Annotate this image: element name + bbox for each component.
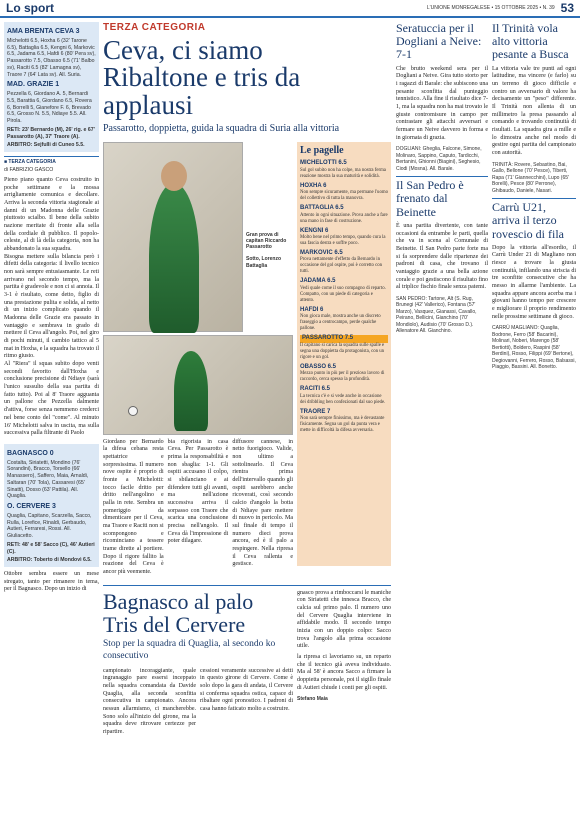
headline-dogliani: Seratuccia per il Dogliani a Neive: 7-1 (396, 22, 482, 62)
player-rating (300, 307, 388, 332)
article-text: cessioni veramente successive ai detti in questo girone di Cervere. Come è solo dopo la gara di andata, il Cervere si conferma squadra ostica, capace di ribaltare ogni pronostico. I padroni di casa hanno faticato molto a costruire. (200, 667, 293, 712)
team-lineup: SAN PEDRO: Tartone, Alt (S. Rug, Brunegi (42' Vallerico), Fontana (57' Marzo), Vasquez, Gianassi, Cavallo, Peirano, Bellicini, Gianchino (70' Mondiolo), Audisio (70' Grosso D.). Allenatore All. Gianchino. (396, 295, 477, 335)
article-text: Giordano per Bernardo la difesa cebana resta spettatrice e sorpresissima. Il numero nove ospite è proprio di fronte a Michelotti: tocco facile dritto per dritto nell'angolino e palla in rete. Sembra un pomeriggio da dimenticare per il Ceva, ma Traore e Raciti non si scompongono e ricominciano a tessere trame dirette al portiere. Dopo il rigore fallito la reazione del Ceva è ancor più veemente. (103, 438, 164, 576)
match-box-ceva (4, 22, 99, 152)
player-figure (149, 183, 199, 333)
player-head (161, 161, 187, 191)
rating-text: Non sarà sempre finissimo, ma è devastante fisicamente. Segna un gol da punta vera e mette in difficoltà la difesa avversaria. (300, 416, 385, 434)
photo-caption-box (246, 142, 292, 332)
rating-text: Attento in ogni situazione. Prova anche a fare una mano in fase di costruzione. (300, 212, 388, 224)
headline-trinita: Il Trinità vola alto vittoria pesante a Busca (492, 22, 569, 62)
team-name: AMA BRENTA CEVA 3 (7, 28, 80, 35)
article-text: Al "Riera" il squas subito dopo venti secondi favorito dall'Hoxha e conclusione precisione di Ndiaye (sarà l'unico sussulto della sua partita di fatto tutto). Poi al 8' Traore agguanta un pallone che Pezzella dalmente d'attiva, forse senza nemmeno crederci nel bene conto del "come". Al minuto 16' Michelotti salva in uscita, ma sulla successiva palla filtrante di Paolo (4, 361, 99, 437)
author-name: Stefano Maia (297, 696, 328, 703)
rating-text: Prova nettamente d'effetto da Bernardo in occasione del gol ospite, poi è corretto con tutti. (300, 257, 383, 275)
rating-name: MICHELOTTI 6.5 (300, 160, 347, 167)
team-lineup: Costalta, Siriatetti, Mondino (76' Sorandini), Bracco, Torsello (66' Manassero), Saffero, Maia, Arnaldi, Saltaran (70' Tola), Cassaresi (65' Sinatti), Dosso (63' Pattila). All. Quaglia. (7, 459, 89, 500)
player-figure (174, 351, 208, 431)
team-name: BAGNASCO 0 (7, 449, 54, 457)
photo-passarotto (103, 142, 243, 332)
rating-name: BATTAGLIA 6.5 (300, 205, 344, 212)
team-lineup: Michelotti 6.5, Hoxha 6 (32' Tarone 6.5), Battaglia 6.5, Kengni 6, Markovic 6.5, Jadama 6.5, Hafdi 6 (80' Pera sv), Passarotto 7.5, Obasso 6.5 (71' Balbo sv), Raciti 6.5 (82' Lamagna sv), Traore 7 (64' Lata sv). All. Suria. (7, 37, 96, 78)
article-text: Ottobre sembra essere un mese stregato, tanto per rimanere in tema, per il Bagnasco. Dopo un inizio di (4, 571, 99, 593)
column-three (396, 22, 488, 830)
column-four (492, 22, 576, 830)
player-rating (300, 278, 388, 303)
rating-text: Molto bene nel primo tempo, quando cura la sua fascia destra e soffre poco. (300, 235, 386, 246)
article-text: Dopo la vittoria all'esordio, il Carrù Under 21 di Magliano non riesce a trovare la giusta continuità, infilando una striscia di tre sconfitte consecutive che ha messo in allarme l'ambiente. La squadra appare ancora acerba ma i giovani hanno tempo per crescere e migliorare il proprio rendimento nelle prossime settimane di gioco. (492, 244, 576, 320)
photo-row (103, 142, 293, 332)
team-lineup: Pezzella 6, Giordano A. 5, Bernardi 5.5, Barattia 6, Giordano 6.5, Rovera 6, Borrelli 5, Gianefore F. 6, Brevado 6.5, Grosso N. 5.5, Ndiaye 5.5. All. Pirola. (7, 91, 92, 124)
article-text: Pieno piano quanto Ceva costruito in poche settimane e la mossa arrigliamente comunica e decollare. Arriva la seconda vittoria stagionale ai danni di un Madonna delle Grazie piuttosto scialbo. Il bene della subito nazione meritate di fronte alla sella della cordiale di pubblico. Il popolo-celeste, al di là della categoria, non ha abbandonato la sua squadra. (4, 177, 99, 253)
header-right (427, 1, 574, 16)
team-lineup: CARRÙ MAGLIANO: Quaglia, Bodrone, Ferro (58' Bacarini), Molinari, Noberi, Marengo (58' Bertiotti), Boldero, Raspini (58' Berdini), Rosso, Filippi (69' Bertone), Degiovanni, Ferrero, Rosso, Balsassi, Piaggio, Bassini. All. Bonetto. (492, 325, 576, 371)
ball-icon (128, 406, 138, 416)
divider (492, 198, 576, 199)
section-title: Lo sport (6, 0, 54, 15)
team-name: O. CERVERE 3 (7, 503, 56, 511)
byline: di FABRIZIO GASCO (4, 167, 54, 174)
photo-caption: Sotto, Lorenzo Battaglia (246, 256, 281, 269)
rating-name: RACITI 6.5 (300, 386, 331, 393)
headline-line: Ceva, ci siamo (103, 34, 263, 65)
headline-carru: Carrù U21, arriva il terzo rovescio di fila (492, 200, 564, 241)
rating-name: KENGNI 6 (300, 227, 329, 234)
article-text-row (103, 668, 293, 737)
player-rating (300, 386, 388, 405)
team-lineup: DOGLIANI: Gheglia, Falcone, Simone, Molinaro, Sappino, Caputo, Tardicchi, Bertanini, Ghionni (Biagini), Seghesio, Ciodi (Mosna). All. Barale. (396, 146, 482, 172)
photo-caption: Gran prova di capitan Riccardo Passarotto (246, 231, 287, 251)
article-body (103, 142, 391, 577)
ratings-title: Le pagelle (300, 144, 344, 156)
headline-line: Bagnasco al palo (103, 588, 254, 614)
divider (396, 176, 488, 177)
headline-line: Ribaltone e tris da applausi (103, 62, 301, 120)
rating-name: MARKOVIC 6.5 (300, 249, 343, 256)
second-article-main (103, 590, 293, 737)
team-lineup: TRINITÀ: Rovere, Sebastino, Bai, Gallo, Bellone (70' Pesce), Tiberti, Rapa (71' Giannecchini), Lupo (65' Borelli), Pesce (80' Perrone), Ghibaudo, Daniele, Nasari. (492, 161, 569, 194)
player-rating (300, 335, 388, 360)
second-article-side (297, 590, 391, 737)
rating-text: La tecnica c'è e si vede anche in occasione dei dribbling ben confezionati dal suo piede. (300, 393, 386, 405)
article-text: bia rigorista in casa Ceva. Per Passarotto è prima la responsabilità e non sbaglia: 1-1. Gli ospiti accusano il colpo, si sbilanciano e ai difendere tutti gli avanti, ma nell'azione successiva arriva il sorpasso con Traore che scarica una conclusione precisa nell'angolo. Il Ceva dà l'impressione di poter dilagare. (167, 438, 229, 545)
headline-line: Tris del Cervere (103, 611, 246, 637)
left-column (4, 22, 99, 830)
player-rating (300, 364, 388, 383)
article-text: campionato incoraggiante, quale ingranaggio pare essersi inceppato nella squadra comandata da Davide Quaglia, alla seconda sconfitta consecutiva in campionato. Ancora nessun allarmismo, ci mancherebbe. Sono solo all'inizio del girone, ma la squadra deve ritrovare certezze per ripartire. (103, 667, 196, 735)
player-rating (300, 250, 388, 275)
rating-text: Non sempre sicuramente, ma permane l'uomo del collettivo di tutta la manovra. (300, 190, 388, 202)
rating-text: Vedi quale come il suo compagno di reparto. Compatto, con un piede di categoria e attento. (300, 285, 386, 303)
subheadline-2: Stop per la squadra di Quaglia, al secondo ko consecutivo (103, 638, 276, 661)
goals-line: RETI: 23' Bernardo (M), 26' rig. e 67' Passarotto (A), 37' Traore (A). (7, 126, 95, 140)
subheadline: Passarotto, doppietta, guida la squadra di Suria alla vittoria (103, 123, 340, 135)
rating-text: Mezzo punto in più per il prezioso lavoro di raccordo, cerca spesso la profondità. (300, 371, 385, 383)
main-article (103, 22, 391, 830)
issue-date: L'UNIONE MONREGALESE • 15 OTTOBRE 2025 • N. 39 (426, 4, 555, 11)
photo-battaglia (103, 335, 293, 435)
rating-text: Non gioca male, mostra anche un discreto fraseggio a centrocampo, perde qualche pallone. (300, 314, 381, 332)
article-left (103, 142, 293, 577)
rating-name: HOXHA 6 (300, 182, 327, 189)
kicker: TERZA CATEGORIA (103, 22, 206, 33)
article-text: È una partita divertente, con tante occasioni da entrambe le parti, quella che va in scena al Comunale di Beinette. Il San Pedro parte forte ma si fa sorprendere dalle ripartenze dei padroni di casa, che trovano il vantaggio grazie a una bella azione corale e poi gestiscono il risultato fino al triplice fischio finale senza patemi. (396, 222, 488, 291)
player-rating (300, 205, 388, 224)
article-text-row (103, 439, 293, 577)
match-box-bagnasco (4, 444, 99, 567)
rating-name: TRAORE 7 (300, 408, 331, 415)
category-tag: ■ TERZA CATEGORIA (4, 159, 56, 165)
referee-line: ARBITRO: Toberto di Mondovì 6.5. (7, 557, 92, 564)
second-article (103, 585, 391, 737)
divider (4, 156, 99, 157)
player-rating (300, 160, 388, 179)
goals-line: RETI: 48' e 58' Sacco (C), 46' Autieri (C). (7, 541, 95, 555)
referee-line: ARBITRO: Sejfulli di Cuneo 5.5. (7, 142, 85, 149)
rating-name: JADAMA 6.5 (300, 278, 336, 285)
rating-name: HAFDI 6 (300, 306, 324, 313)
page-header (0, 0, 580, 18)
headline-2 (103, 590, 293, 636)
article-text: Bisogna mettere sulla bilancia però i difetti della categoria: il livello tecnico non sarà sempre entusiasmante. Le reti arrivano nel secondo tempo, ma la partita è gradevole e non ci si annoia. Il 3-1 è risultato, come detto, figlio di una prestazione pulita e solida, al netto di un inizio complicato quando il Madonna delle Grazie era passato in vantaggio e sembrava in grado di mettere il Ceva all'angolo. Poi, nel giro di pochi minuti, il cambio tattico al 5 mat in Hoxha, e la squadra ha trovato il ritmo giusto. (4, 253, 99, 360)
rating-text: Sul gol subito non ha colpe, ma nostra ferma reazione mostra la sua maturità e solidità. (300, 167, 386, 179)
player-rating (300, 409, 388, 434)
headline (103, 34, 391, 120)
page-number: 53 (560, 0, 574, 15)
rating-text: Il capitano si carica la squadra sulle spalle e segna una doppietta da protagonista, con un rigore e un gol. (300, 342, 385, 360)
player-rating (300, 183, 388, 202)
team-lineup: Quaglia, Capitano, Scarzella, Sacco, Rulla, Lorefice, Rinaldi, Gerbaudo, Autieri, Ferraresi, Rossi. All. Giuliacetto. (7, 512, 92, 540)
team-name: MAD. GRAZIE 1 (7, 81, 60, 89)
rating-name: OBASSO 6.5 (300, 363, 337, 370)
ratings-box (297, 142, 391, 566)
article-text: la ripresa ci lavoriamo su, un reparto che il tecnico già aveva individuato. Ma al 58' è ancora Sacco a firmare la doppietta personale, poi il sigillo finale di Autieri chiude i conti per gli ospiti. (297, 654, 391, 691)
article-text: Che brutto weekend sera per il Dogliani a Neive. Gira tutto storto per i ragazzi di Barale: che subiscono una pesante sconfitta dal punteggio tennistico. Alla fine il risultato dice 7-1, ma la squadra non ha mai trovato le giuste contromisure in campo per contrastare gli attacchi avversari e fermare un Neive davvero in forma e in giornata di grazia. (396, 65, 488, 141)
rating-name-highlight: PASSAROTTO 7.5 (300, 335, 388, 343)
article-text: La vittoria vale tre punti ad ogni latitudine, ma vincere (e farlo) su un terreno di gioco difficile e contro un avversario di valore ha decisamente un "peso" differente. Il Trinità non allenta di un millimetro la presa passando al comando e trovando continuità di risultati. La squadra gira a mille e lo dimostra anche nel modo di gestire ogni partita del campionato con autorità. (492, 65, 576, 156)
article-text: gnasco prova a rimboccarsi le maniche con Siriatetti che innesca Bracco, che calcia sul primo palo. Il numero uno del Cervere Quaglia interviene in affidabile modo. Il secondo tempo inizia con un doppio colpo: Sacco trova l'angolo alla prima occasione utile. (297, 589, 391, 650)
player-rating (300, 228, 388, 247)
headline-san-pedro: Il San Pedro è frenato dal Beinette (396, 178, 464, 219)
article-text: diffusore cannese, in netto fuorigioco. Valide, non ultimo a sottolinearlo. Il Ceva rientra prima dell'intervallo quando gli ospiti sarebbero anche ricoverati, così secondo calcio d'angolo la botta di Ndiaye pare mettere di nuovo in pericolo. Ma sul finale di tempo il numero dieci prova ancora, ed è il palo a respingere. Nella ripresa il Ceva rallenta e gestisce. (232, 438, 294, 568)
